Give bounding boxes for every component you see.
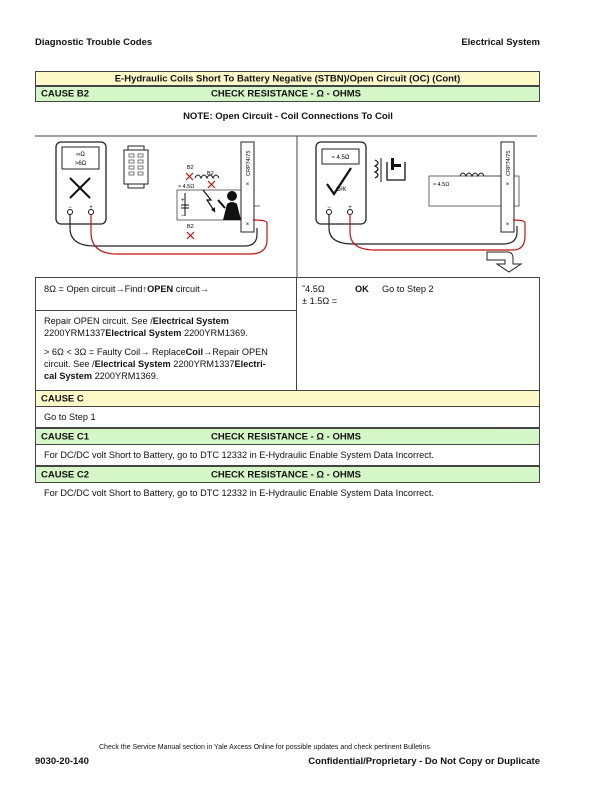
cause-c1-row: [35, 445, 540, 466]
b2-label-bottom: B2: [187, 224, 194, 230]
cause-c-text: Go to Step 1: [44, 412, 96, 422]
cause-b2-bar: [35, 86, 540, 102]
multimeter-right: [316, 142, 366, 224]
svg-text:×: ×: [505, 222, 510, 228]
svg-text:×: ×: [505, 182, 510, 188]
header-right: Electrical System: [461, 37, 540, 48]
cause-c2-bar: [35, 466, 540, 483]
svg-text:×: ×: [245, 182, 250, 188]
b2-label-inner: B2: [207, 171, 214, 177]
coil-left-value: ≈ 4.5Ω: [178, 184, 195, 190]
resistance-diagram: [35, 128, 540, 280]
battery-plus: +: [181, 198, 185, 204]
technician-icon: [218, 191, 241, 220]
cause-b2-label: CAUSE B2: [41, 88, 90, 100]
meter-right-minus: −: [327, 205, 331, 211]
connector-left-label: CRP74/75: [246, 150, 252, 176]
note: NOTE: Open Circuit - Coil Connections To Coil: [183, 111, 393, 122]
header-left: Diagnostic Trouble Codes: [35, 37, 153, 48]
page-number: 9030-20-140: [35, 756, 89, 767]
goto-step-2: Go to Step 2: [382, 284, 434, 294]
title-text: E-Hydraulic Coils Short To Battery Negative (STBN)/Open Circuit (OC) (Cont): [114, 73, 461, 84]
cause-c2-text: For DC/DC volt Short to Battery, go to DTC 12332 in E-Hydraulic Enable System Data Incorrect.: [44, 488, 434, 498]
cause-c-label: CAUSE C: [41, 393, 84, 404]
tolerance-value: ± 1.5Ω =: [302, 296, 338, 306]
cause-c2-check: CHECK RESISTANCE - Ω - OHMS: [211, 469, 361, 480]
meter-right-plus: +: [348, 205, 352, 211]
cause-c-bar: [35, 390, 540, 407]
cause-c-row: [35, 407, 540, 428]
meter-right-ok: O/K: [336, 187, 347, 193]
coil-right-value: ≈ 4.5Ω: [433, 182, 450, 188]
connector-strip-right: [501, 142, 514, 232]
repair-paragraph-1: Repair OPEN circuit. See /Electrical System 2200YRM1337Electrical System 2200YRM1369.: [44, 316, 248, 338]
title-bar: [35, 71, 540, 86]
open-circuit-text: 8Ω = Open circuit→Find↑OPEN circuit→: [44, 284, 209, 294]
coil-symbol-icon: [375, 158, 405, 182]
cause-c1-check: CHECK RESISTANCE - Ω - OHMS: [211, 431, 361, 442]
ok-label: OK: [355, 284, 369, 294]
cause-c2-label: CAUSE C2: [41, 469, 90, 480]
cause-c1-label: CAUSE C1: [41, 431, 90, 442]
meter-left-bottom: >6Ω: [74, 161, 87, 167]
connector-right-label: CRP74/75: [506, 150, 512, 176]
footer-notice: Check the Service Manual section in Yale Axcess Online for possible updates and check pertinent Bulletins: [99, 744, 430, 751]
connector-strip-left: [241, 142, 254, 232]
meter-right-display: ≈ 4.5Ω: [331, 155, 350, 161]
meter-left-minus: −: [68, 205, 72, 211]
battery-minus: −: [181, 213, 185, 219]
svg-text:×: ×: [245, 222, 250, 228]
b2-label-top: B2: [187, 165, 194, 171]
cause-c1-text: For DC/DC volt Short to Battery, go to DTC 12332 in E-Hydraulic Enable System Data Incorrect.: [44, 450, 434, 460]
multimeter-left: [56, 142, 106, 224]
next-step-arrow-icon: [487, 252, 521, 272]
repair-paragraph-2: > 6Ω < 3Ω = Faulty Coil→ ReplaceCoil→Repair OPEN circuit. See /Electrical System 2200YRM1337Electri- cal System 2200YRM1369.: [44, 347, 268, 381]
meter-left-top: ∞Ω: [76, 152, 85, 158]
meter-left-plus: +: [89, 205, 93, 211]
cause-c1-bar: [35, 428, 540, 445]
connector-block-icon: [124, 146, 148, 188]
confidential-notice: Confidential/Proprietary - Do Not Copy or Duplicate: [308, 756, 540, 767]
cause-b2-check: CHECK RESISTANCE - Ω - OHMS: [211, 88, 361, 100]
red-lead-right: [350, 214, 525, 250]
resistance-value: ˜4.5Ω: [302, 284, 325, 294]
